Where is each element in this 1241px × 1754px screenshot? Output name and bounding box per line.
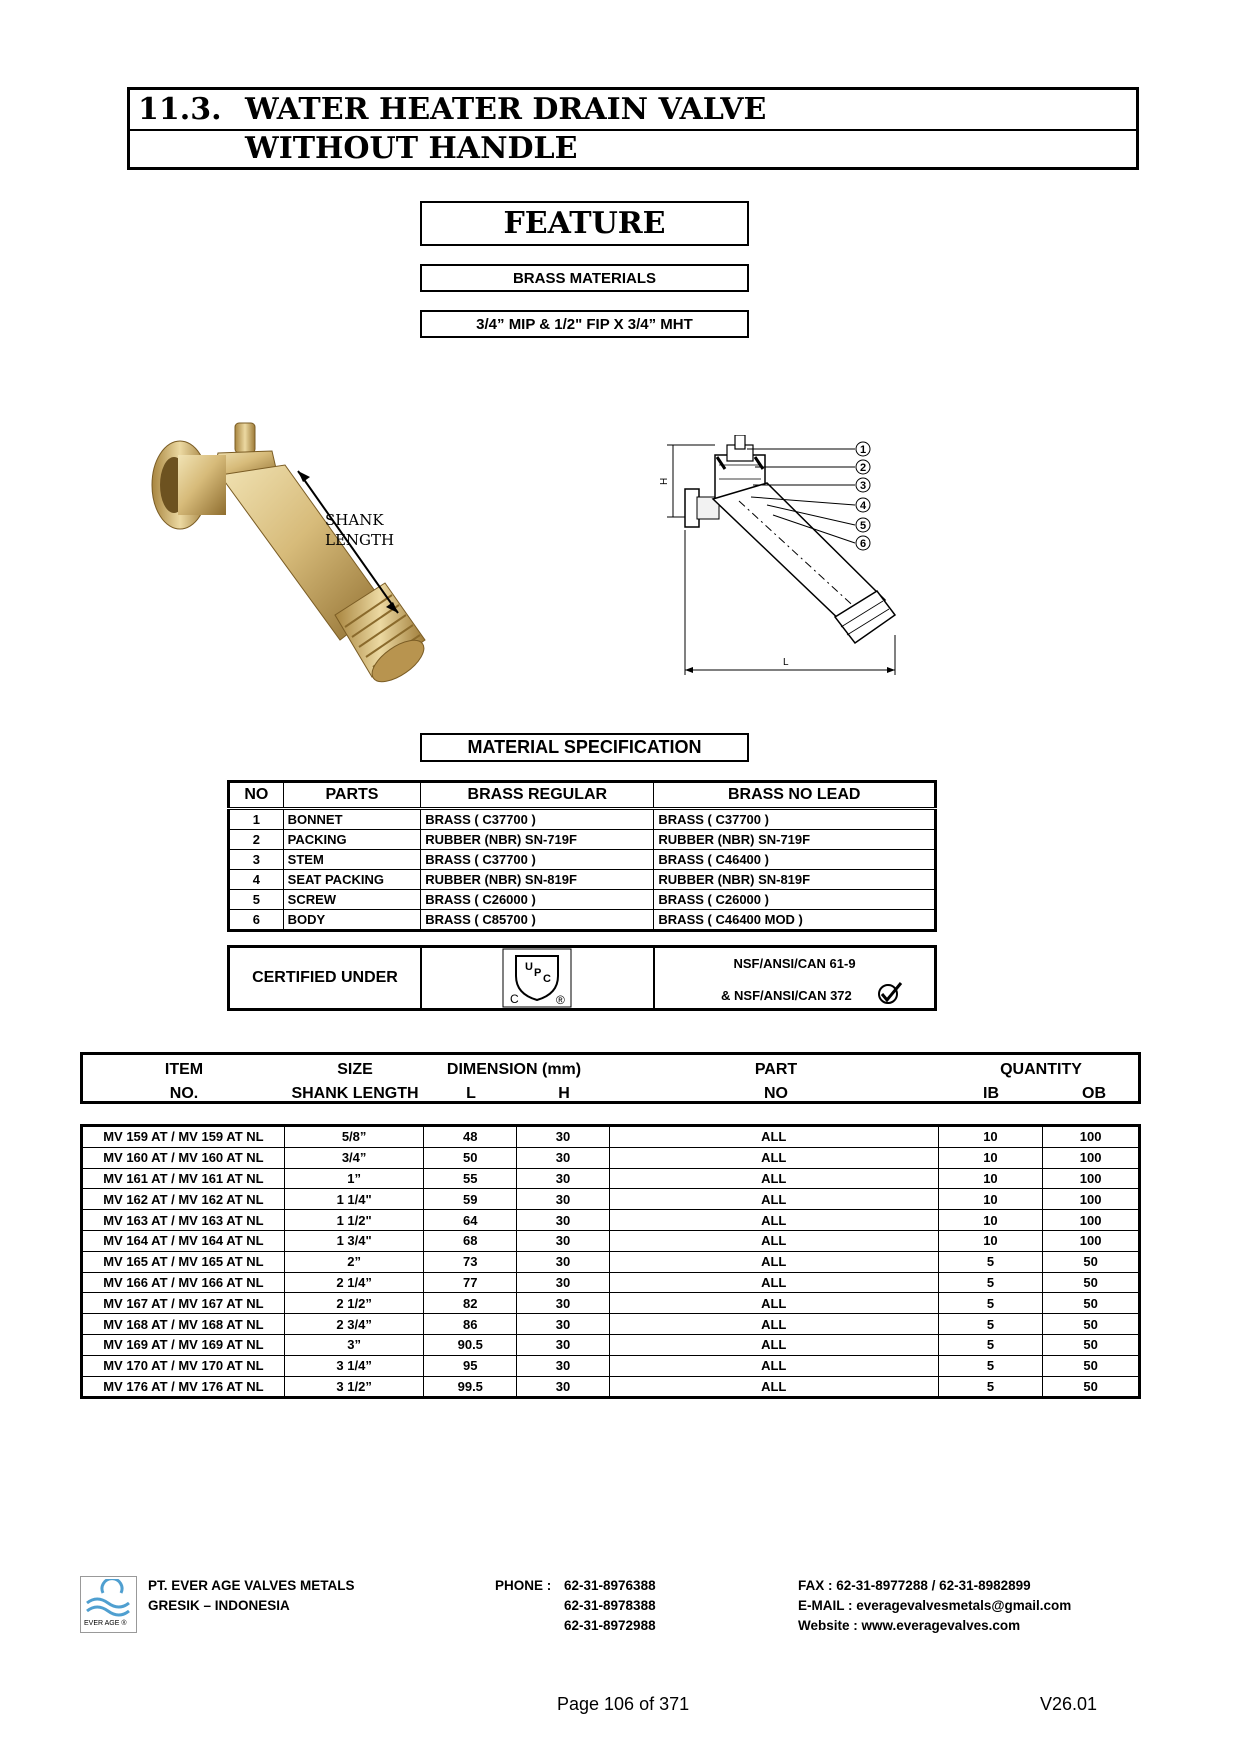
- material-cell: BRASS ( C37700 ): [421, 809, 654, 830]
- item-cell: ALL: [609, 1376, 938, 1398]
- item-cell: 50: [1043, 1272, 1140, 1293]
- item-cell: MV 160 AT / MV 160 AT NL: [82, 1147, 285, 1168]
- title-line-1: WATER HEATER DRAIN VALVE: [245, 92, 767, 127]
- material-cell: BODY: [283, 910, 421, 931]
- hdr-no: NO.: [169, 1085, 199, 1102]
- hdr-ib: IB: [983, 1085, 999, 1102]
- material-cell: RUBBER (NBR) SN-719F: [654, 830, 936, 850]
- callout-1: 1: [859, 444, 867, 456]
- material-cell: 3: [229, 850, 284, 870]
- item-cell: ALL: [609, 1147, 938, 1168]
- items-table: [80, 1124, 1141, 1399]
- nsf-line-2: & NSF/ANSI/CAN 372: [721, 988, 852, 1003]
- material-cell: BRASS ( C26000 ): [421, 890, 654, 910]
- valve-drawing: [655, 435, 935, 700]
- upc-c-mark: C: [510, 992, 520, 1006]
- certification-table: [227, 945, 937, 1011]
- item-cell: 86: [424, 1314, 517, 1335]
- item-row: [82, 1168, 1140, 1189]
- item-cell: 30: [517, 1210, 610, 1231]
- item-row: [82, 1230, 1140, 1251]
- item-cell: 5: [938, 1355, 1043, 1376]
- item-cell: MV 169 AT / MV 169 AT NL: [82, 1334, 285, 1355]
- item-cell: 3 1/2”: [284, 1376, 424, 1398]
- wave-logo-icon: [81, 1579, 136, 1619]
- material-cell: 2: [229, 830, 284, 850]
- phone-2: 62-31-8978388: [564, 1598, 656, 1613]
- item-cell: MV 170 AT / MV 170 AT NL: [82, 1355, 285, 1376]
- item-cell: MV 159 AT / MV 159 AT NL: [82, 1126, 285, 1148]
- item-cell: MV 166 AT / MV 166 AT NL: [82, 1272, 285, 1293]
- item-cell: MV 164 AT / MV 164 AT NL: [82, 1230, 285, 1251]
- fax: FAX : 62-31-8977288 / 62-31-8982899: [798, 1578, 1031, 1593]
- version: V26.01: [1040, 1694, 1098, 1714]
- title-line-2: WITHOUT HANDLE: [245, 131, 578, 166]
- item-cell: 50: [1043, 1376, 1140, 1398]
- material-cell: PACKING: [283, 830, 421, 850]
- item-cell: 30: [517, 1314, 610, 1335]
- item-cell: 10: [938, 1210, 1043, 1231]
- material-cell: BRASS ( C26000 ): [654, 890, 936, 910]
- callout-3: 3: [859, 480, 867, 492]
- upc-cell: [421, 947, 654, 1010]
- hdr-l: L: [466, 1085, 476, 1102]
- phone-1: 62-31-8976388: [564, 1578, 656, 1593]
- nsf-cell: [654, 947, 935, 1010]
- callout-5: 5: [859, 520, 867, 532]
- item-cell: 1”: [284, 1168, 424, 1189]
- material-cell: 4: [229, 870, 284, 890]
- item-cell: 50: [1043, 1251, 1140, 1272]
- item-cell: ALL: [609, 1355, 938, 1376]
- feature-heading: FEATURE: [420, 201, 749, 246]
- website: Website : www.everagevalves.com: [798, 1618, 1021, 1633]
- hdr-part: PART: [754, 1061, 798, 1078]
- item-cell: 100: [1043, 1168, 1140, 1189]
- item-cell: MV 165 AT / MV 165 AT NL: [82, 1251, 285, 1272]
- item-cell: 10: [938, 1168, 1043, 1189]
- upc-letter-c: C: [543, 973, 552, 985]
- item-cell: 68: [424, 1230, 517, 1251]
- callout-2: 2: [859, 462, 867, 474]
- item-cell: 2”: [284, 1251, 424, 1272]
- dim-h-label: H: [659, 477, 670, 485]
- upc-logo: [502, 948, 572, 1008]
- item-row: [82, 1355, 1140, 1376]
- col-no: NO: [229, 782, 284, 809]
- item-cell: ALL: [609, 1334, 938, 1355]
- item-cell: ALL: [609, 1272, 938, 1293]
- phone-3: 62-31-8972988: [564, 1618, 656, 1633]
- phone-label: PHONE :: [495, 1578, 552, 1593]
- material-cell: SCREW: [283, 890, 421, 910]
- item-cell: 1 1/4": [284, 1189, 424, 1210]
- upc-letter-p: P: [534, 967, 542, 979]
- material-cell: RUBBER (NBR) SN-719F: [421, 830, 654, 850]
- hdr-part-no: NO: [764, 1085, 788, 1102]
- valve-photo: [140, 415, 450, 705]
- item-cell: 50: [1043, 1355, 1140, 1376]
- item-cell: 30: [517, 1293, 610, 1314]
- item-cell: 5: [938, 1272, 1043, 1293]
- material-row: [229, 850, 936, 870]
- item-cell: 5: [938, 1293, 1043, 1314]
- item-cell: 3 1/4”: [284, 1355, 424, 1376]
- check-circle-icon: [877, 980, 903, 1006]
- item-cell: MV 162 AT / MV 162 AT NL: [82, 1189, 285, 1210]
- item-cell: 5: [938, 1376, 1043, 1398]
- item-row: [82, 1376, 1140, 1398]
- item-cell: 90.5: [424, 1334, 517, 1355]
- item-cell: 30: [517, 1376, 610, 1398]
- title-box: [127, 87, 1139, 170]
- item-cell: 10: [938, 1147, 1043, 1168]
- col-brass-regular: BRASS REGULAR: [421, 782, 654, 809]
- item-cell: 30: [517, 1126, 610, 1148]
- upc-letter-u: U: [525, 961, 534, 973]
- item-row: [82, 1272, 1140, 1293]
- item-cell: 1 1/2": [284, 1210, 424, 1231]
- item-cell: ALL: [609, 1293, 938, 1314]
- items-header: [80, 1052, 1141, 1104]
- item-cell: 30: [517, 1168, 610, 1189]
- item-cell: 100: [1043, 1230, 1140, 1251]
- item-cell: MV 176 AT / MV 176 AT NL: [82, 1376, 285, 1398]
- item-cell: 100: [1043, 1126, 1140, 1148]
- item-cell: 5: [938, 1251, 1043, 1272]
- item-cell: 10: [938, 1126, 1043, 1148]
- item-cell: MV 163 AT / MV 163 AT NL: [82, 1210, 285, 1231]
- material-cell: BRASS ( C37700 ): [654, 809, 936, 830]
- item-cell: 100: [1043, 1210, 1140, 1231]
- title-row-1: [130, 90, 1136, 131]
- certified-label: CERTIFIED UNDER: [229, 947, 421, 1010]
- hdr-shank-length: SHANK LENGTH: [291, 1085, 419, 1102]
- item-cell: 82: [424, 1293, 517, 1314]
- item-cell: 48: [424, 1126, 517, 1148]
- item-cell: 50: [1043, 1334, 1140, 1355]
- material-row: [229, 809, 936, 830]
- item-cell: MV 168 AT / MV 168 AT NL: [82, 1314, 285, 1335]
- material-cell: RUBBER (NBR) SN-819F: [421, 870, 654, 890]
- item-cell: 30: [517, 1355, 610, 1376]
- material-row: [229, 870, 936, 890]
- company-name: PT. EVER AGE VALVES METALS: [148, 1578, 355, 1593]
- item-cell: 30: [517, 1272, 610, 1293]
- item-cell: 5: [938, 1314, 1043, 1335]
- col-parts: PARTS: [283, 782, 421, 809]
- item-cell: 3/4”: [284, 1147, 424, 1168]
- item-cell: 10: [938, 1189, 1043, 1210]
- item-cell: 100: [1043, 1189, 1140, 1210]
- item-cell: ALL: [609, 1314, 938, 1335]
- item-row: [82, 1210, 1140, 1231]
- logo-text: EVER AGE ®: [84, 1620, 127, 1627]
- item-cell: ALL: [609, 1168, 938, 1189]
- item-cell: 55: [424, 1168, 517, 1189]
- item-cell: 5/8”: [284, 1126, 424, 1148]
- page-number: Page 106 of 371: [557, 1694, 690, 1714]
- hdr-quantity: QUANTITY: [1000, 1061, 1082, 1078]
- item-row: [82, 1251, 1140, 1272]
- item-cell: 50: [1043, 1293, 1140, 1314]
- material-spec-heading: MATERIAL SPECIFICATION: [420, 733, 749, 762]
- hdr-item: ITEM: [164, 1061, 204, 1078]
- feature-item-brass: BRASS MATERIALS: [420, 264, 749, 292]
- callout-6: 6: [859, 538, 867, 550]
- item-row: [82, 1147, 1140, 1168]
- material-cell: 5: [229, 890, 284, 910]
- material-cell: SEAT PACKING: [283, 870, 421, 890]
- material-cell: BRASS ( C46400 MOD ): [654, 910, 936, 931]
- item-cell: 2 1/2”: [284, 1293, 424, 1314]
- dim-l-label: L: [783, 657, 789, 668]
- item-cell: 30: [517, 1147, 610, 1168]
- material-cell: STEM: [283, 850, 421, 870]
- item-cell: ALL: [609, 1210, 938, 1231]
- hdr-h: H: [558, 1085, 570, 1102]
- material-cell: BRASS ( C85700 ): [421, 910, 654, 931]
- company-logo: [80, 1576, 137, 1633]
- item-row: [82, 1126, 1140, 1148]
- item-cell: MV 167 AT / MV 167 AT NL: [82, 1293, 285, 1314]
- item-cell: 30: [517, 1251, 610, 1272]
- item-row: [82, 1314, 1140, 1335]
- item-cell: 10: [938, 1230, 1043, 1251]
- company-location: GRESIK – INDONESIA: [148, 1598, 290, 1613]
- shank-label-2: LENGTH: [325, 531, 395, 549]
- item-cell: 2 1/4”: [284, 1272, 424, 1293]
- shank-label-1: SHANK: [325, 511, 384, 529]
- item-cell: 30: [517, 1230, 610, 1251]
- material-cell: BRASS ( C37700 ): [421, 850, 654, 870]
- item-cell: 77: [424, 1272, 517, 1293]
- material-cell: 6: [229, 910, 284, 931]
- item-cell: 30: [517, 1334, 610, 1355]
- item-cell: 73: [424, 1251, 517, 1272]
- item-cell: 99.5: [424, 1376, 517, 1398]
- hdr-ob: OB: [1082, 1085, 1106, 1102]
- item-row: [82, 1189, 1140, 1210]
- item-cell: 50: [1043, 1314, 1140, 1335]
- item-cell: 59: [424, 1189, 517, 1210]
- item-cell: 30: [517, 1189, 610, 1210]
- upc-registered-mark: ®: [556, 993, 566, 1007]
- material-table: [227, 780, 937, 932]
- email: E-MAIL : everagevalvesmetals@gmail.com: [798, 1598, 1072, 1613]
- section-number: 11.3.: [138, 92, 222, 127]
- callout-4: 4: [859, 500, 867, 512]
- item-cell: ALL: [609, 1126, 938, 1148]
- material-cell: 1: [229, 809, 284, 830]
- material-cell: BRASS ( C46400 ): [654, 850, 936, 870]
- feature-item-connection: 3/4” MIP & 1/2" FIP X 3/4” MHT: [420, 310, 749, 338]
- material-cell: RUBBER (NBR) SN-819F: [654, 870, 936, 890]
- item-cell: 95: [424, 1355, 517, 1376]
- material-row: [229, 830, 936, 850]
- item-cell: 1 3/4": [284, 1230, 424, 1251]
- item-cell: 5: [938, 1334, 1043, 1355]
- item-cell: ALL: [609, 1189, 938, 1210]
- item-cell: 3”: [284, 1334, 424, 1355]
- item-cell: MV 161 AT / MV 161 AT NL: [82, 1168, 285, 1189]
- item-cell: 50: [424, 1147, 517, 1168]
- material-cell: BONNET: [283, 809, 421, 830]
- item-cell: 100: [1043, 1147, 1140, 1168]
- nsf-line-1: NSF/ANSI/CAN 61-9: [733, 956, 856, 971]
- item-cell: 64: [424, 1210, 517, 1231]
- item-cell: ALL: [609, 1230, 938, 1251]
- hdr-size: SIZE: [337, 1061, 373, 1078]
- item-cell: ALL: [609, 1251, 938, 1272]
- item-row: [82, 1293, 1140, 1314]
- item-cell: 2 3/4”: [284, 1314, 424, 1335]
- col-brass-no-lead: BRASS NO LEAD: [654, 782, 936, 809]
- material-row: [229, 910, 936, 931]
- material-header-row: [229, 782, 936, 809]
- material-row: [229, 890, 936, 910]
- item-row: [82, 1334, 1140, 1355]
- hdr-dimension: DIMENSION (mm): [446, 1061, 582, 1078]
